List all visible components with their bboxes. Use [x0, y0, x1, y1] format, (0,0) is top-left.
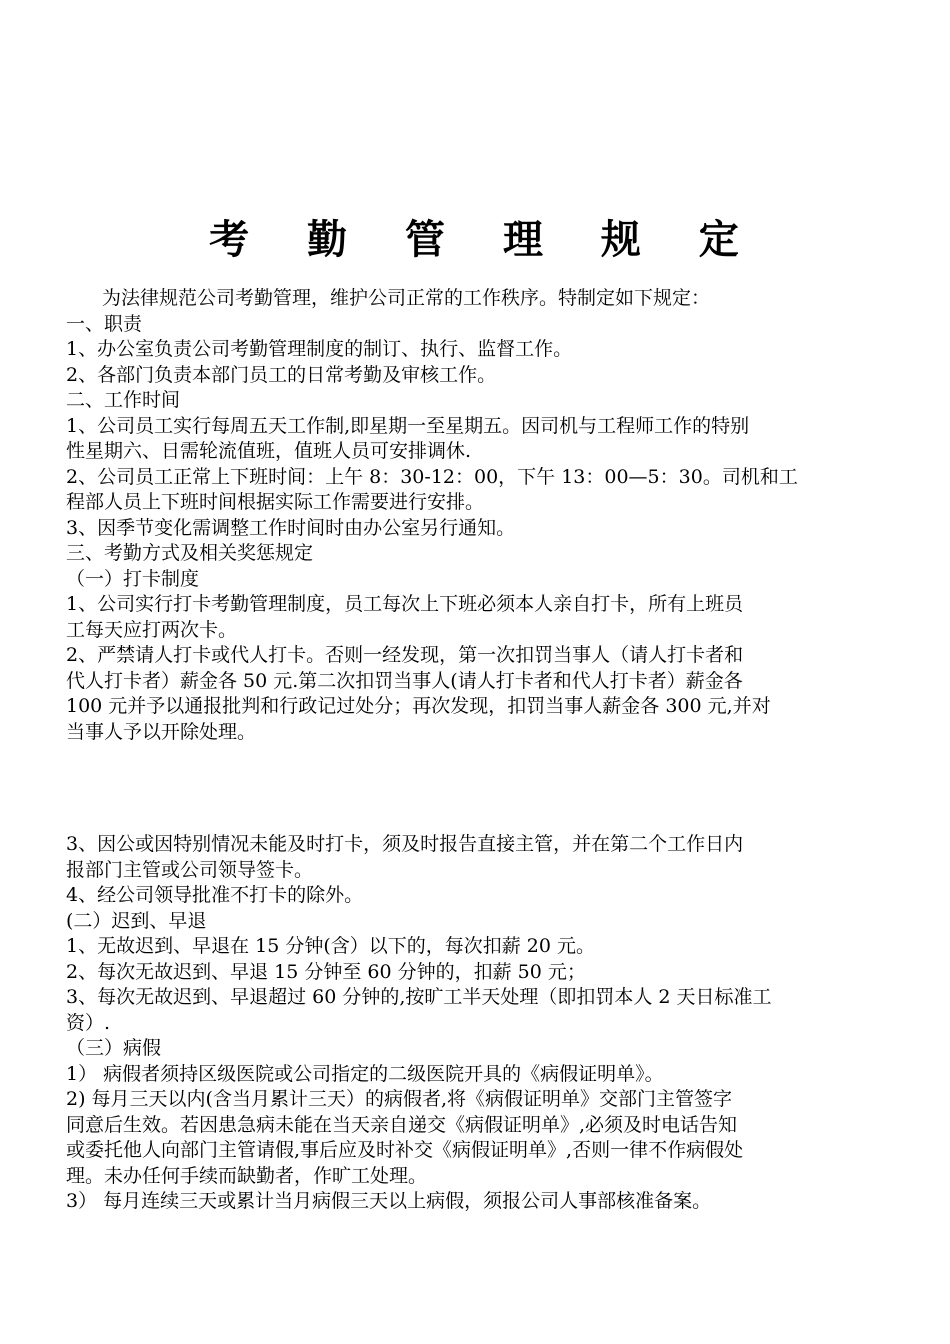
text-line: 资）. — [66, 1011, 111, 1034]
text-line: 1、办公室负责公司考勤管理制度的制订、执行、监督工作。 — [66, 338, 573, 360]
section-heading: 三、考勤方式及相关奖惩规定 — [66, 542, 314, 564]
text-line: 1） 病假者须持区级医院或公司指定的二级医院开具的《病假证明单》。 — [66, 1062, 664, 1085]
text-line: 2、各部门负责本部门员工的日常考勤及审核工作。 — [66, 363, 497, 386]
intro-paragraph: 为法律规范公司考勤管理，维护公司正常的工作秩序。特制定如下规定： — [102, 287, 711, 309]
section-heading: 二、工作时间 — [66, 389, 181, 411]
text-line: 4、经公司领导批准不打卡的除外。 — [66, 884, 364, 906]
document-title: 考 勤 管 理 规 定 — [209, 216, 761, 263]
text-line: 当事人予以开除处理。 — [66, 720, 257, 743]
text-line: 2、公司员工正常上下班时间：上午 8：30-12：00，下午 13：00—5：30。司机和工 — [66, 465, 798, 488]
subsection-heading: （一）打卡制度 — [66, 567, 200, 590]
text-line: 3） 每月连续三天或累计当月病假三天以上病假，须报公司人事部核准备案。 — [66, 1190, 712, 1212]
text-line: 3、每次无故迟到、早退超过 60 分钟的,按旷工半天处理（即扣罚本人 2 天日标准工 — [66, 986, 772, 1008]
subsection-heading: (二）迟到、早退 — [66, 909, 207, 932]
text-line: 1、公司实行打卡考勤管理制度，员工每次上下班必须本人亲自打卡，所有上班员 — [66, 593, 744, 615]
text-line: 工每天应打两次卡。 — [66, 618, 238, 641]
text-line: 程部人员上下班时间根据实际工作需要进行安排。 — [66, 491, 485, 513]
text-line: 100 元并予以通报批判和行政记过处分；再次发现，扣罚当事人薪金各 300 元,并对 — [66, 695, 771, 717]
content-block-1 — [66, 286, 896, 745]
content-block-2 — [66, 832, 896, 1215]
text-line: 代人打卡者）薪金各 50 元.第二次扣罚当事人(请人打卡者和代人打卡者）薪金各 — [66, 669, 743, 692]
text-line: 理。未办任何手续而缺勤者，作旷工处理。 — [66, 1164, 428, 1187]
text-line: 3、因季节变化需调整工作时间时由办公室另行通知。 — [66, 516, 516, 539]
subsection-heading: （三）病假 — [66, 1037, 162, 1059]
text-line: 2) 每月三天以内(含当月累计三天）的病假者,将《病假证明单》交部门主管签字 — [66, 1088, 732, 1110]
text-line: 性星期六、日需轮流值班，值班人员可安排调休. — [66, 440, 472, 462]
text-line: 1、无故迟到、早退在 15 分钟(含）以下的，每次扣薪 20 元。 — [66, 935, 596, 957]
text-line: 2、严禁请人打卡或代人打卡。否则一经发现，第一次扣罚当事人（请人打卡者和 — [66, 644, 744, 666]
section-heading: 一、职责 — [66, 312, 143, 335]
text-line: 报部门主管或公司领导签卡。 — [66, 858, 314, 881]
text-line: 2、每次无故迟到、早退 15 分钟至 60 分钟的，扣薪 50 元； — [66, 960, 586, 983]
text-line: 1、公司员工实行每周五天工作制,即星期一至星期五。因司机与工程师工作的特别 — [66, 414, 750, 437]
text-line: 或委托他人向部门主管请假,事后应及时补交《病假证明单》,否则一律不作病假处 — [66, 1139, 744, 1161]
text-line: 3、因公或因特别情况未能及时打卡，须及时报告直接主管，并在第二个工作日内 — [66, 833, 744, 855]
text-line: 同意后生效。若因患急病未能在当天亲自递交《病假证明单》,必须及时电话告知 — [66, 1113, 738, 1136]
